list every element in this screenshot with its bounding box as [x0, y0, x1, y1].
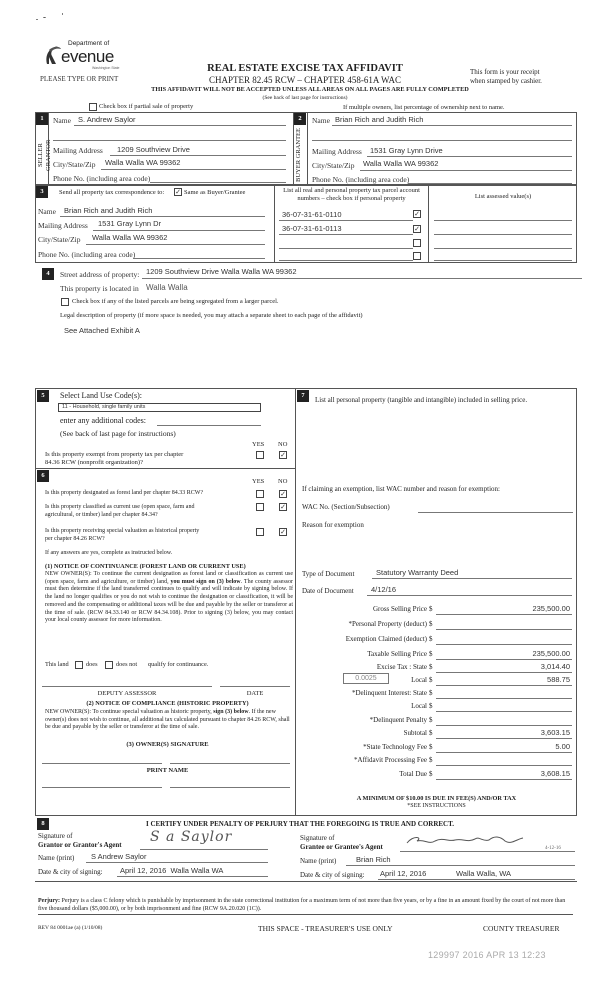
this-land-label: This land	[45, 661, 69, 668]
exemption-label: If claiming an exemption, list WAC number and reason for exemption:	[302, 485, 500, 493]
seller-name2-line[interactable]	[53, 140, 286, 141]
county-treasurer-label: COUNTY TREASURER	[483, 924, 560, 933]
deputy-assessor-label: DEPUTY ASSESSOR	[97, 690, 157, 697]
currency-sign: $	[429, 729, 433, 737]
correspondence-phone-input[interactable]	[133, 258, 265, 259]
buyer-mailing-line	[367, 156, 572, 157]
grantee-date-line	[378, 879, 575, 880]
doc-date-line	[367, 595, 572, 596]
partial-sale-label: Check box if partial sale of property	[99, 103, 194, 110]
excise-tax-state-label: Excise Tax : State	[376, 663, 427, 671]
street-address-label: Street address of property:	[60, 270, 140, 279]
doc-type-label: Type of Document	[302, 570, 355, 578]
parcel-number-input[interactable]	[279, 260, 413, 261]
perjury-notice: Perjury: Perjury is a class C felony which is punishable by imprisonment in the state correctional institution for a maximum term of not more than five years, or by a fine in an amount fixed by the court of not more than five thousand dollars ($5,000.00), or by both imprisonment and fine (RCW 9A.20.020 (1C)).	[38, 897, 573, 915]
print-name-title: PRINT NAME	[146, 767, 189, 774]
grantee-name-input[interactable]: Brian Rich	[356, 855, 391, 864]
current-use-yes-checkbox[interactable]	[256, 503, 264, 511]
additional-codes-label: enter any additional codes:	[60, 416, 146, 425]
logo-main-text: evenue	[61, 47, 114, 66]
grantor-name-label: Name (print)	[38, 854, 75, 862]
seller-mailing-input[interactable]: 1209 Southview Drive	[117, 145, 190, 154]
buyer-city-label: City/State/Zip	[312, 161, 355, 170]
seller-city-label: City/State/Zip	[53, 160, 96, 169]
parcel-personal-checkbox[interactable]: ✓	[414, 225, 420, 233]
doc-type-input[interactable]: Statutory Warranty Deed	[376, 568, 459, 577]
exempt-no-checkbox[interactable]: ✓	[280, 451, 286, 459]
seller-phone-input[interactable]	[150, 182, 286, 183]
gross-selling-price-value[interactable]: 235,500.00	[532, 604, 570, 613]
see-back-note: (See back of last page for instructions)	[262, 95, 348, 101]
seller-grantor-label: SELLER GRANTOR	[37, 139, 52, 172]
fee-line	[436, 752, 572, 753]
state-technology-fee-label: *State Technology Fee	[363, 743, 427, 751]
same-as-buyer-checkbox[interactable]: ✓	[175, 188, 181, 196]
wac-number-input[interactable]	[418, 512, 573, 513]
excise-tax-local-value[interactable]: 588.75	[547, 675, 570, 684]
section-4-number: 4	[42, 268, 54, 280]
historic-no-checkbox[interactable]: ✓	[280, 528, 286, 536]
same-as-buyer-label: Same as Buyer/Grantee	[184, 189, 246, 196]
scan-speck	[43, 17, 46, 18]
section-5-number: 5	[37, 390, 49, 402]
yes-header: YES	[252, 441, 265, 448]
personal-property-deduct-input[interactable]	[436, 629, 572, 630]
parcel-personal-checkbox[interactable]	[413, 252, 421, 260]
does-label: does	[86, 661, 98, 668]
parcel-header: List all real and personal property tax parcel account numbers – check box if personal property	[283, 187, 420, 202]
grantee-city-input[interactable]: Walla Walla, WA	[456, 869, 512, 878]
buyer-city-input[interactable]: Walla Walla WA 99362	[363, 159, 439, 168]
owner-signature-line-1[interactable]	[42, 763, 162, 764]
correspondence-city-input[interactable]: Walla Walla WA 99362	[92, 233, 168, 242]
affidavit-processing-fee-input[interactable]	[436, 765, 572, 766]
land-use-select[interactable]	[58, 403, 261, 412]
treasurer-use-label: THIS SPACE - TREASURER'S USE ONLY	[258, 924, 393, 933]
section-8-number: 8	[37, 818, 49, 830]
section-6-divider	[35, 468, 295, 469]
exemption-reason-label: Reason for exemption	[302, 521, 364, 529]
state-technology-fee-value[interactable]: 5.00	[555, 742, 570, 751]
land-use-label: Select Land Use Code(s):	[60, 391, 142, 400]
buyer-phone-input[interactable]	[408, 183, 572, 184]
deputy-assessor-signature-line[interactable]	[42, 686, 212, 687]
section-6-number: 6	[37, 470, 49, 482]
section-1-number: 1	[36, 113, 48, 125]
doc-date-input[interactable]: 4/12/16	[371, 585, 397, 594]
buyer-name-line	[332, 125, 572, 126]
parcel-number-input[interactable]: 36-07-31-61-0110	[282, 210, 342, 219]
parcel-number-input[interactable]	[279, 248, 413, 249]
doc-date-label: Date of Document	[302, 587, 354, 595]
grantee-signature	[405, 833, 555, 849]
grantee-name-line	[346, 865, 575, 866]
owner-print-name-line-2[interactable]	[170, 787, 290, 788]
buyer-grantee-label: BUYER GRANTEE	[295, 128, 302, 183]
total-due-label: Total Due	[399, 770, 427, 778]
exemption-claimed-input[interactable]	[436, 644, 572, 645]
assessed-value-input[interactable]	[434, 220, 572, 221]
delinquent-interest-local-label: Local	[411, 702, 427, 710]
delinquent-interest-state-label: *Delinquent Interest: State	[351, 689, 427, 697]
correspondence-name-label: Name	[38, 207, 56, 216]
gross-selling-price-label: Gross Selling Price	[372, 605, 427, 613]
currency-sign: $	[429, 620, 433, 628]
legal-description-label: Legal description of property (if more space is needed, you may attach a separate sheet to each page of the affidavit)	[60, 312, 363, 319]
correspondence-mailing-input[interactable]: 1531 Gray Lynn Dr	[98, 219, 162, 228]
land-use-value: 11 - Household, single family units	[62, 404, 146, 410]
notice-compliance-title: (2) NOTICE OF COMPLIANCE (HISTORIC PROPERTY)	[86, 700, 249, 707]
owner-signature-line-2[interactable]	[170, 763, 290, 764]
yes-header: YES	[252, 478, 265, 485]
grantor-name-line	[86, 862, 268, 863]
seller-name-line	[74, 125, 286, 126]
delinquent-penalty-input[interactable]	[436, 725, 572, 726]
buyer-name2-line[interactable]	[312, 140, 572, 141]
logo-top-text: Department of	[68, 40, 110, 47]
seller-name-input[interactable]: S. Andrew Saylor	[78, 115, 136, 124]
currency-sign: $	[429, 756, 433, 764]
forest-no-checkbox[interactable]: ✓	[280, 490, 286, 498]
grantee-date-label: Date & city of signing:	[300, 871, 365, 879]
located-in-value[interactable]: Walla Walla	[146, 283, 188, 292]
additional-codes-input[interactable]	[157, 425, 261, 426]
current-use-question: Is this property classified as current use (open space, farm and agricultural, or timber) land per chapter 84.34?	[45, 504, 195, 518]
owner-signature-title: (3) OWNER(S) SIGNATURE	[126, 741, 209, 748]
grantor-agent-label: Grantor or Grantor's Agent	[38, 841, 122, 849]
fee-line	[436, 738, 572, 739]
currency-sign: $	[429, 702, 433, 710]
currency-sign: $	[429, 743, 433, 751]
scan-speck	[62, 13, 63, 15]
partial-sale-checkbox[interactable]	[89, 103, 97, 111]
scan-speck	[36, 19, 38, 20]
grantee-signature-line[interactable]	[400, 851, 575, 852]
grantee-agent-label: Grantee or Grantee's Agent	[300, 843, 383, 851]
legal-description-input[interactable]: See Attached Exhibit A	[64, 326, 140, 335]
local-tax-rate-value: 0.0025	[355, 675, 377, 682]
fee-line	[436, 659, 572, 660]
subtotal-value[interactable]: 3,603.15	[540, 728, 570, 737]
buyer-mailing-label: Mailing Address	[312, 147, 362, 156]
grantor-date-label: Date & city of signing:	[38, 868, 103, 876]
subtotal-label: Subtotal	[403, 729, 427, 737]
warning-banner: THIS AFFIDAVIT WILL NOT BE ACCEPTED UNLESS ALL AREAS ON ALL PAGES ARE FULLY COMPLETED	[151, 86, 469, 93]
exempt-yes-checkbox[interactable]	[256, 451, 264, 459]
no-header: NO	[278, 441, 288, 448]
owner-print-name-line-1[interactable]	[42, 787, 162, 788]
assessed-value-input[interactable]	[434, 248, 572, 249]
grantor-signature-line[interactable]	[140, 849, 268, 850]
fee-line	[436, 779, 572, 780]
treasurer-stamp: 129997 2016 APR 13 12:23	[428, 950, 546, 960]
correspondence-mailing-line	[93, 230, 265, 231]
grantee-signature-date: 4-12-16	[545, 846, 561, 851]
seller-mailing-label: Mailing Address	[53, 146, 103, 155]
correspondence-phone-label: Phone No. (including area code)	[38, 250, 136, 259]
minimum-due-note: A MINIMUM OF $10.00 IS DUE IN FEE(S) AND/OR TAX	[356, 795, 517, 802]
parcel-personal-checkbox[interactable]: ✓	[414, 210, 420, 218]
assessor-date-line[interactable]	[220, 686, 290, 687]
historic-question: Is this property receiving special valuation as historical property per chapter 84.26 RCW?	[45, 528, 200, 542]
grantee-signature-label: Signature of	[300, 834, 335, 842]
grantor-signature-label: Signature of	[38, 832, 73, 840]
local-tax-rate-box[interactable]	[343, 673, 389, 684]
section-5-7-divider	[295, 388, 296, 816]
forest-yes-checkbox[interactable]	[256, 490, 264, 498]
send-correspondence-label: Send all property tax correspondence to:	[59, 189, 165, 196]
grantor-signature: S a Saylor	[150, 829, 233, 845]
segregated-checkbox[interactable]	[61, 298, 69, 306]
currency-sign: $	[429, 650, 433, 658]
currency-sign: $	[429, 605, 433, 613]
receipt-note-2: when stamped by cashier.	[470, 77, 542, 85]
parcel-line-1	[279, 220, 413, 221]
does-not-label: does not	[116, 661, 138, 668]
assessed-header: List assessed value(s)	[474, 193, 532, 200]
total-due-value[interactable]: 3,608.15	[540, 769, 570, 778]
fee-line	[436, 614, 572, 615]
correspondence-name-input[interactable]: Brian Rich and Judith Rich	[64, 206, 153, 215]
currency-sign: $	[429, 676, 433, 684]
parcel-number-input[interactable]: 36-07-31-61-0113	[282, 224, 342, 233]
taxable-selling-price-value[interactable]: 235,500.00	[532, 649, 570, 658]
wac-number-label: WAC No. (Section/Subsection)	[302, 503, 390, 511]
seller-name-label: Name	[53, 116, 71, 125]
assessor-date-label: DATE	[246, 690, 264, 697]
segregated-label: Check box if any of the listed parcels are being segregated from a larger parcel.	[72, 298, 279, 305]
taxable-selling-price-label: Taxable Selling Price	[367, 650, 427, 658]
no-header: NO	[278, 478, 288, 485]
personal-property-deduct-label: *Personal Property (deduct)	[348, 620, 427, 628]
correspondence-city-line	[86, 244, 265, 245]
buyer-phone-label: Phone No. (including area code)	[312, 175, 410, 184]
seller-phone-label: Phone No. (including area code)	[53, 174, 151, 183]
correspondence-city-label: City/State/Zip	[38, 235, 81, 244]
personal-property-label: List all personal property (tangible and intangible) included in selling price.	[315, 396, 528, 404]
perjury-certification: I CERTIFY UNDER PENALTY OF PERJURY THAT THE FOREGOING IS TRUE AND CORRECT.	[145, 820, 454, 828]
receipt-note: This form is your receipt	[470, 68, 540, 76]
grantee-date-input[interactable]: April 12, 2016	[380, 869, 427, 878]
current-use-no-checkbox[interactable]: ✓	[280, 503, 286, 511]
multiple-owners-note: If multiple owners, list percentage of ownership next to name.	[343, 104, 505, 111]
buyer-name-input[interactable]: Brian Rich and Judith Rich	[335, 115, 424, 124]
form-subtitle: CHAPTER 82.45 RCW – CHAPTER 458-61A WAC	[209, 75, 401, 85]
grantee-name-label: Name (print)	[300, 857, 337, 865]
grantor-name-input[interactable]: S Andrew Saylor	[91, 852, 147, 861]
form-revision: REV 84 0001ae (a) (1/10/08)	[38, 925, 103, 931]
qualify-label: qualify for continuance.	[148, 661, 209, 668]
form-title: REAL ESTATE EXCISE TAX AFFIDAVIT	[207, 63, 403, 74]
section-2-number: 2	[294, 113, 306, 125]
logo-sub-text: Washington State	[92, 66, 120, 70]
currency-sign: $	[429, 716, 433, 724]
notice-continuance-body: NEW OWNER(S): To continue the current designation as forest land or classification as current use (open space, farm and agriculture, or timber) land, you must sign on (3) below. The county assessor must then determine if the land transferred continues to qualify and will indicate by signing below. If the land no longer qualifies or you do not wish to continue the designation or classification, it will be removed and the compensating or additional taxes will be due and payable by the seller or transferor at the time of sale. (RCW 84.33.140 or RCW 84.34.108). Prior to signing (3) below, you may contact your local county assessor for more information.	[45, 571, 294, 624]
section-7-number: 7	[297, 390, 309, 402]
parcel-personal-checkbox[interactable]	[413, 239, 421, 247]
grantor-date-line	[117, 876, 268, 877]
does-not-qualify-checkbox[interactable]	[105, 661, 113, 669]
grantor-date-input[interactable]: April 12, 2016 Walla Walla WA	[120, 866, 224, 875]
assessed-value-input[interactable]	[434, 260, 572, 261]
currency-sign: $	[429, 689, 433, 697]
street-address-input[interactable]: 1209 Southview Drive Walla Walla WA 99362	[146, 267, 297, 276]
see-instructions-note: *SEE INSTRUCTIONS	[407, 803, 466, 809]
delinquent-penalty-label: *Delinquent Penalty	[369, 716, 427, 724]
excise-tax-state-value[interactable]: 3,014.40	[540, 662, 570, 671]
affidavit-processing-fee-label: *Affidavit Processing Fee	[354, 756, 427, 764]
please-type-label: PLEASE TYPE OR PRINT	[40, 75, 119, 83]
street-address-line	[142, 278, 582, 279]
notice-compliance-body: NEW OWNER(S): To continue special valuation as historic property, sign (3) below. If the new owner(s) does not wish to continue, all additional tax calculated pursuant to chapter 84.26 RCW, shall be due and payable by the seller or transferor at the time of sale.	[45, 709, 290, 731]
dor-logo	[44, 38, 134, 74]
buyer-mailing-input[interactable]: 1531 Gray Lynn Drive	[370, 146, 443, 155]
delinquent-interest-local-input[interactable]	[436, 711, 572, 712]
buyer-name-label: Name	[312, 116, 330, 125]
excise-tax-local-label: Local	[411, 676, 427, 684]
exempt-question: Is this property exempt from property tax per chapter 84.36 RCW (nonprofit organization)?	[45, 451, 184, 466]
does-qualify-checkbox[interactable]	[75, 661, 83, 669]
seller-mailing-line	[110, 155, 286, 156]
doc-type-line	[372, 578, 572, 579]
exemption-claimed-label: Exemption Claimed (deduct)	[345, 635, 427, 643]
currency-sign: $	[429, 635, 433, 643]
section-3-number: 3	[36, 186, 48, 198]
notice-continuance-title: (1) NOTICE OF CONTINUANCE (FOREST LAND OR CURRENT USE)	[45, 563, 246, 570]
correspondence-name-line	[60, 216, 265, 217]
if-yes-instructions: If any answers are yes, complete as instructed below.	[45, 550, 173, 556]
located-in-label: This property is located in	[60, 284, 139, 293]
land-use-instructions: (See back of last page for instructions)	[60, 429, 176, 438]
assessed-value-input[interactable]	[434, 234, 572, 235]
buyer-city-line	[360, 170, 572, 171]
revenue-swirl-icon	[44, 44, 62, 66]
currency-sign: $	[429, 770, 433, 778]
fee-line	[436, 672, 572, 673]
delinquent-interest-state-input[interactable]	[436, 698, 572, 699]
forest-land-question: Is this property designated as forest land per chapter 84.33 RCW?	[45, 490, 204, 496]
parcel-line-2	[279, 234, 413, 235]
fee-line	[436, 685, 572, 686]
historic-yes-checkbox[interactable]	[256, 528, 264, 536]
seller-city-line	[101, 169, 286, 170]
currency-sign: $	[429, 663, 433, 671]
seller-city-input[interactable]: Walla Walla WA 99362	[105, 158, 181, 167]
correspondence-mailing-label: Mailing Address	[38, 221, 88, 230]
